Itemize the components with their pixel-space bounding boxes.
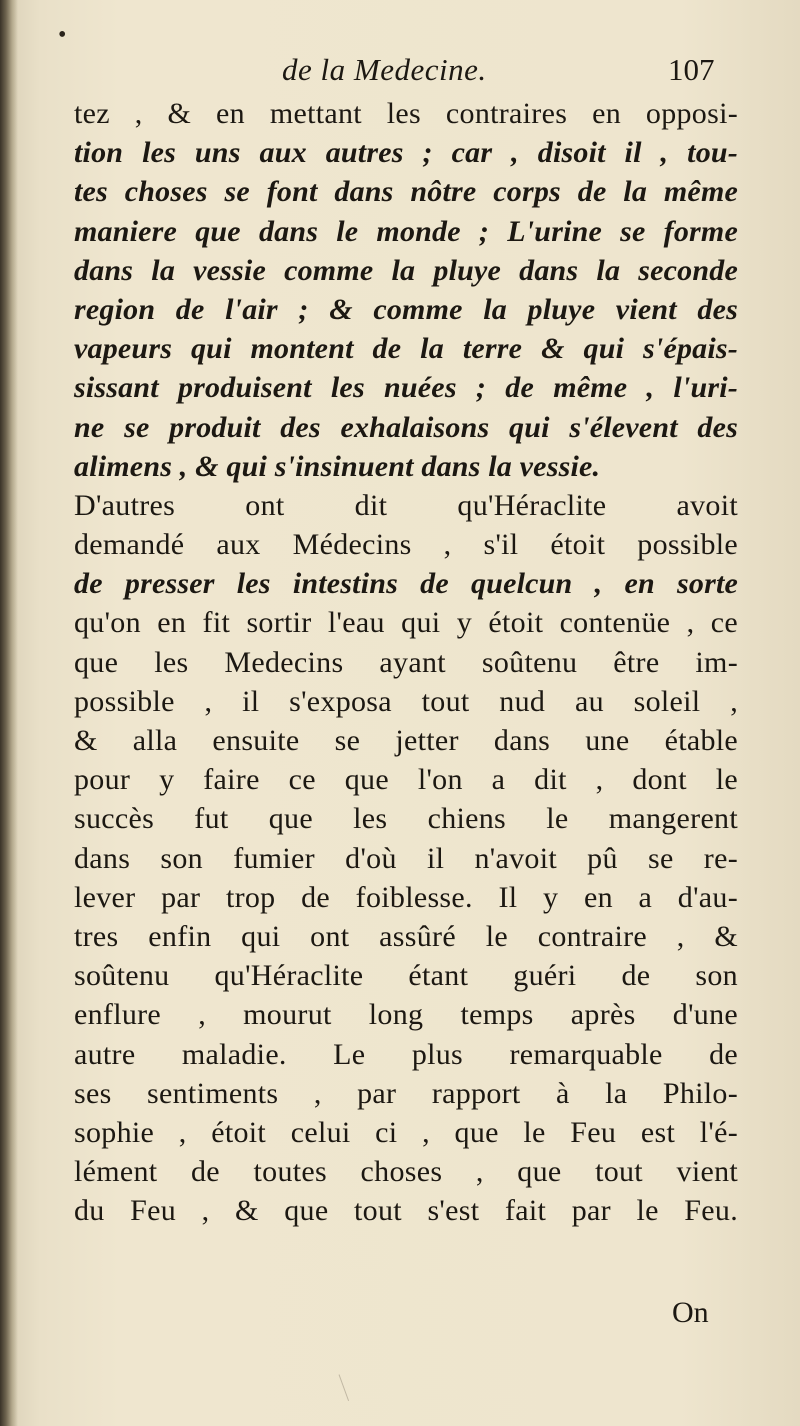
text-line: & alla ensuite se jetter dans une étable [74, 724, 738, 757]
text-line: ses sentiments , par rapport à la Philo- [74, 1076, 738, 1110]
text-line: dans la vessie comme la pluye dans la seconde [74, 253, 738, 287]
text-line: du Feu , & que tout s'est fait par le Feu. [74, 1194, 738, 1228]
text-line: dans son fumier d'où il n'avoit pû se re- [74, 841, 738, 875]
text-line: succès fut que les chiens le mangerent [74, 802, 738, 836]
running-title: de la Medecine. [282, 52, 487, 87]
binding-gutter [0, 0, 18, 1426]
text-line: soûtenu qu'Héraclite étant guéri de son [74, 959, 738, 993]
text-line: lever par trop de foiblesse. Il y en a d'au- [74, 880, 738, 914]
text-line: ne se produit des exhalaisons qui s'élevent des [74, 410, 738, 444]
text-line: qu'on en fit sortir l'eau qui y étoit contenüe , ce [74, 606, 738, 640]
text-line: que les Medecins ayant soûtenu être im- [74, 645, 738, 679]
text-line: lément de toutes choses , que tout vient [74, 1155, 738, 1189]
text-line: alimens , & qui s'insinuent dans la vessie. [74, 449, 601, 483]
catchword: On [672, 1296, 709, 1329]
text-line: tion les uns aux autres ; car , disoit il , tou- [74, 136, 738, 170]
text-line: de presser les intestins de quelcun , en sorte [74, 567, 738, 601]
stray-mark [339, 1371, 359, 1401]
text-line: sophie , étoit celui ci , que le Feu est l'é- [74, 1115, 738, 1149]
text-line: tez , & en mettant les contraires en opposi- [74, 97, 738, 130]
text-line: vapeurs qui montent de la terre & qui s'épais- [74, 332, 738, 366]
page-number: 107 [668, 52, 715, 87]
text-line: demandé aux Médecins , s'il étoit possible [74, 528, 738, 562]
text-line: possible , il s'exposa tout nud au soleil , [74, 684, 738, 718]
text-line: tres enfin qui ont assûré le contraire , & [74, 919, 738, 953]
text-line: region de l'air ; & comme la pluye vient des [74, 292, 738, 326]
text-line: enflure , mourut long temps après d'une [74, 998, 738, 1032]
text-line: autre maladie. Le plus remarquable de [74, 1037, 738, 1071]
text-line: pour y faire ce que l'on a dit , dont le [74, 763, 738, 797]
text-line: D'autres ont dit qu'Héraclite avoit [74, 488, 738, 522]
text-line: sissant produisent les nuées ; de même , l'uri- [74, 371, 738, 405]
text-line: tes choses se font dans nôtre corps de la même [74, 175, 738, 209]
running-head [0, 52, 800, 96]
text-line: maniere que dans le monde ; L'urine se forme [74, 214, 738, 248]
margin-mark: • [58, 22, 67, 48]
text-block [74, 94, 738, 1230]
